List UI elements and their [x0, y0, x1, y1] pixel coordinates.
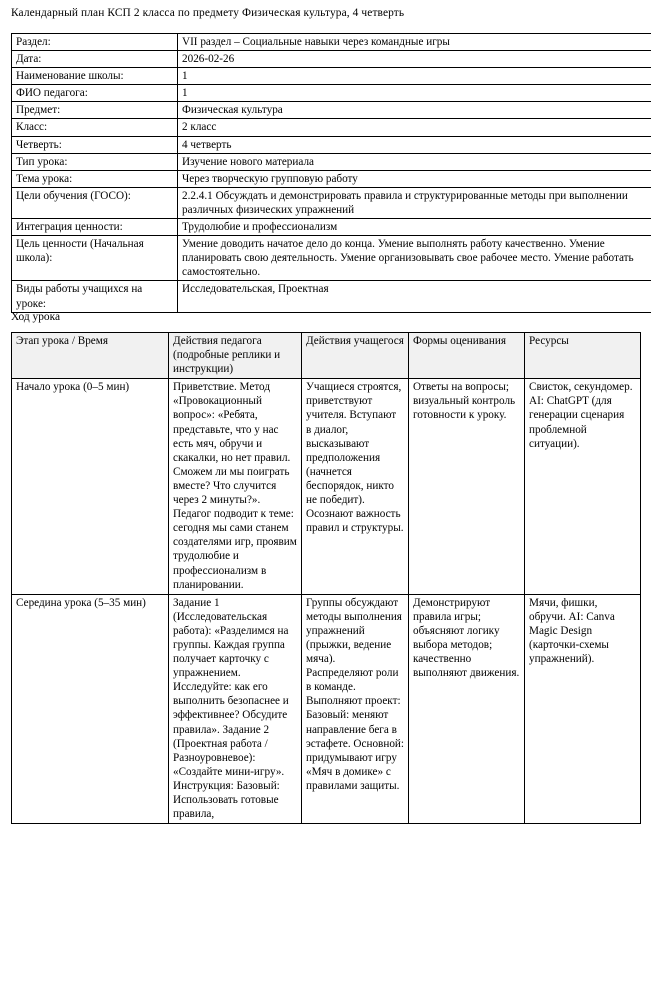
- table-row: [12, 594, 641, 824]
- info-label: Тип урока:: [12, 153, 178, 170]
- info-label: Цели обучения (ГОСО):: [12, 187, 178, 218]
- info-value: Трудолюбие и профессионализм: [178, 219, 651, 236]
- cell-student-actions: Учащиеся строятся, приветствуют учителя. Вступают в диалог, высказывают предположения (начнется беспорядок, никто не победит). Осознают важность правил и структуры.: [302, 379, 409, 594]
- info-label: Четверть:: [12, 136, 178, 153]
- info-value: 4 четверть: [178, 136, 651, 153]
- cell-teacher-actions: Задание 1 (Исследовательская работа): «Разделимся на группы. Каждая группа получает карточку с упражнением. Исследуйте: как его выполнить безопаснее и эффективнее? Обсудите правила». Задание 2 (Проектная работа / Разноуровневое): «Создайте мини-игру». Инструкция: Базовый: Использовать готовые правила,: [169, 594, 302, 824]
- table-row: [12, 219, 651, 236]
- table-row: [12, 281, 651, 312]
- table-row: [12, 236, 651, 281]
- lesson-info-body: [12, 34, 651, 313]
- cell-resources: Мячи, фишки, обручи. AI: Canva Magic Design (карточки-схемы упражнений).: [525, 594, 641, 824]
- lesson-info-table: [11, 33, 651, 313]
- table-row: [12, 68, 651, 85]
- info-value: 1: [178, 85, 651, 102]
- table-row: [12, 34, 651, 51]
- table-row: [12, 119, 651, 136]
- table-row: [12, 85, 651, 102]
- table-row: [12, 51, 651, 68]
- info-label: Цель ценности (Начальная школа):: [12, 236, 178, 281]
- column-header-student-actions: Действия учащегося: [302, 333, 409, 379]
- lesson-flow-body: [12, 379, 641, 824]
- info-label: Дата:: [12, 51, 178, 68]
- info-label: Наименование школы:: [12, 68, 178, 85]
- info-value: Через творческую групповую работу: [178, 170, 651, 187]
- info-label: Класс:: [12, 119, 178, 136]
- info-value: 2026-02-26: [178, 51, 651, 68]
- table-header-row: [12, 333, 641, 379]
- info-value: 2 класс: [178, 119, 651, 136]
- info-label: Интеграция ценности:: [12, 219, 178, 236]
- column-header-resources: Ресурсы: [525, 333, 641, 379]
- info-label: Тема урока:: [12, 170, 178, 187]
- info-value: Исследовательская, Проектная: [178, 281, 651, 312]
- column-header-assessment: Формы оценивания: [409, 333, 525, 379]
- info-value: Умение доводить начатое дело до конца. Умение выполнять работу качественно. Умение планировать свою деятельность. Умение организовывать свое рабочее место. Умение работать самостоятельно.: [178, 236, 651, 281]
- info-value: 2.2.4.1 Обсуждать и демонстрировать правила и структурированные методы при выполнении различных физических упражнений: [178, 187, 651, 218]
- cell-assessment: Ответы на вопросы; визуальный контроль готовности к уроку.: [409, 379, 525, 594]
- column-header-teacher-actions: Действия педагога (подробные реплики и инструкции): [169, 333, 302, 379]
- page-title: Календарный план КСП 2 класса по предмету Физическая культура, 4 четверть: [11, 7, 405, 19]
- table-row: [12, 170, 651, 187]
- column-header-stage: Этап урока / Время: [12, 333, 169, 379]
- info-value: Изучение нового материала: [178, 153, 651, 170]
- table-row: [12, 102, 651, 119]
- info-label: Раздел:: [12, 34, 178, 51]
- info-value: 1: [178, 68, 651, 85]
- section-caption: Ход урока: [11, 311, 61, 323]
- lesson-flow-header: [12, 333, 641, 379]
- cell-stage: Середина урока (5–35 мин): [12, 594, 169, 824]
- table-row: [12, 187, 651, 218]
- cell-teacher-actions: Приветствие. Метод «Провокационный вопрос»: «Ребята, представьте, что у нас есть мяч, обручи и скакалки, но нет правил. Сможем ли мы поиграть вместе? Что случится через 2 минуты?». Педагог подводит к теме: сегодня мы сами станем создателями игр, проявим трудолюбие и профессионализм в планировании.: [169, 379, 302, 594]
- info-value: VII раздел – Социальные навыки через командные игры: [178, 34, 651, 51]
- table-row: [12, 136, 651, 153]
- cell-student-actions: Группы обсуждают методы выполнения упражнений (прыжки, ведение мяча). Распределяют роли в команде. Выполняют проект: Базовый: меняют направление бега в эстафете. Основной: придумывают игру «Мяч в домике» с правилами защиты.: [302, 594, 409, 824]
- cell-resources: Свисток, секундомер. AI: ChatGPT (для генерации сценария проблемной ситуации).: [525, 379, 641, 594]
- info-value: Физическая культура: [178, 102, 651, 119]
- cell-stage: Начало урока (0–5 мин): [12, 379, 169, 594]
- lesson-flow-table: [11, 332, 641, 824]
- cell-assessment: Демонстрируют правила игры; объясняют логику выбора методов; качественно выполняют движения.: [409, 594, 525, 824]
- info-label: ФИО педагога:: [12, 85, 178, 102]
- info-label: Предмет:: [12, 102, 178, 119]
- table-row: [12, 379, 641, 594]
- table-row: [12, 153, 651, 170]
- info-label: Виды работы учащихся на уроке:: [12, 281, 178, 312]
